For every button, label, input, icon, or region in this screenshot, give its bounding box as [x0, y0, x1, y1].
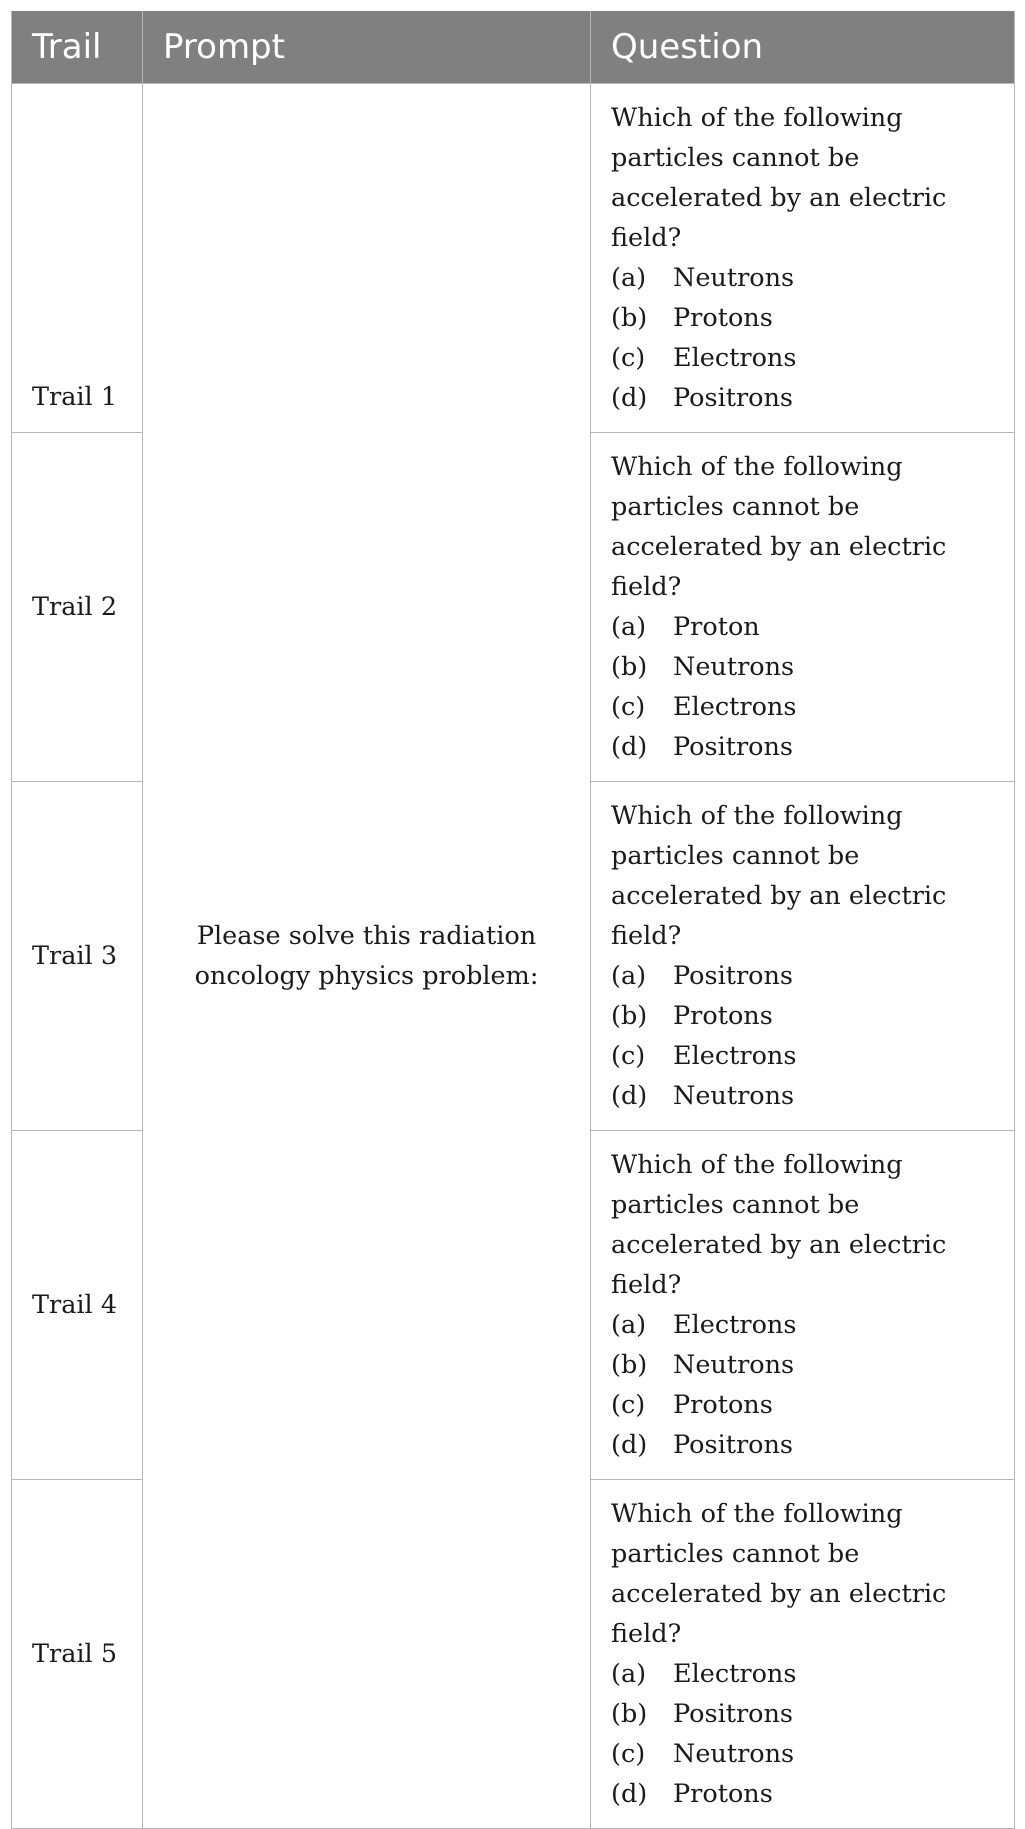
option-text: Positrons — [673, 960, 794, 991]
table-header — [12, 11, 1015, 83]
trail-label: Trail 3 — [12, 781, 143, 1130]
option-text: Neutrons — [673, 262, 795, 293]
question-cell — [591, 1130, 1015, 1479]
option-letter: (b) — [611, 1000, 648, 1031]
option — [611, 1036, 994, 1076]
option-letter: (a) — [611, 960, 647, 991]
option-letter: (a) — [611, 1309, 647, 1340]
option-text: Protons — [673, 1389, 773, 1420]
question-stem: Which of the following particles cannot be accelerated by an electric field? — [611, 1498, 947, 1649]
option — [611, 996, 994, 1036]
option-letter: (d) — [611, 1429, 648, 1460]
trail-label: Trail 2 — [12, 432, 143, 781]
question-stem: Which of the following particles cannot be accelerated by an electric field? — [611, 102, 947, 253]
table-row — [12, 83, 1015, 432]
trials-table — [11, 11, 1015, 1829]
option-letter: (a) — [611, 1658, 647, 1689]
option-text: Electrons — [673, 1040, 797, 1071]
option-text: Electrons — [673, 691, 797, 722]
option-text: Protons — [673, 1778, 773, 1809]
option-letter: (b) — [611, 302, 648, 333]
option — [611, 687, 994, 727]
option — [611, 298, 994, 338]
question-stem: Which of the following particles cannot be accelerated by an electric field? — [611, 451, 947, 602]
option-letter: (b) — [611, 651, 648, 682]
option-text: Electrons — [673, 1309, 797, 1340]
option-letter: (d) — [611, 1080, 648, 1111]
option-text: Electrons — [673, 1658, 797, 1689]
option — [611, 1305, 994, 1345]
option-text: Neutrons — [673, 1349, 795, 1380]
option — [611, 956, 994, 996]
question-cell — [591, 781, 1015, 1130]
option-letter: (d) — [611, 1778, 648, 1809]
option-text: Positrons — [673, 1429, 794, 1460]
option-text: Protons — [673, 1000, 773, 1031]
option-text: Neutrons — [673, 1080, 795, 1111]
option — [611, 727, 994, 767]
option — [611, 1345, 994, 1385]
option — [611, 378, 994, 418]
question-stem: Which of the following particles cannot be accelerated by an electric field? — [611, 800, 947, 951]
option-letter: (b) — [611, 1349, 648, 1380]
option — [611, 1076, 994, 1116]
prompt-text: Please solve this radiation oncology physics problem: — [143, 83, 591, 1828]
option — [611, 647, 994, 687]
table-body — [12, 83, 1015, 1828]
option-letter: (d) — [611, 382, 648, 413]
option — [611, 1774, 994, 1814]
option-text: Positrons — [673, 731, 794, 762]
option — [611, 1654, 994, 1694]
option-text: Positrons — [673, 1698, 794, 1729]
option-letter: (c) — [611, 1040, 646, 1071]
option — [611, 258, 994, 298]
trail-label: Trail 5 — [12, 1479, 143, 1828]
option — [611, 338, 994, 378]
option-text: Electrons — [673, 342, 797, 373]
option — [611, 1425, 994, 1465]
option-text: Neutrons — [673, 651, 795, 682]
option — [611, 607, 994, 647]
option-letter: (a) — [611, 611, 647, 642]
option — [611, 1385, 994, 1425]
question-cell — [591, 1479, 1015, 1828]
option-text: Positrons — [673, 382, 794, 413]
trail-label: Trail 4 — [12, 1130, 143, 1479]
question-cell — [591, 83, 1015, 432]
header-question: Question — [591, 11, 1015, 83]
option-letter: (c) — [611, 691, 646, 722]
option — [611, 1694, 994, 1734]
option-letter: (c) — [611, 342, 646, 373]
option-letter: (c) — [611, 1389, 646, 1420]
option-letter: (a) — [611, 262, 647, 293]
header-prompt: Prompt — [143, 11, 591, 83]
question-cell — [591, 432, 1015, 781]
trail-label: Trail 1 — [12, 83, 143, 432]
option-text: Neutrons — [673, 1738, 795, 1769]
question-stem: Which of the following particles cannot be accelerated by an electric field? — [611, 1149, 947, 1300]
option — [611, 1734, 994, 1774]
header-trail: Trail — [12, 11, 143, 83]
option-letter: (c) — [611, 1738, 646, 1769]
header-row — [12, 11, 1015, 83]
option-letter: (d) — [611, 731, 648, 762]
option-text: Proton — [673, 611, 760, 642]
option-text: Protons — [673, 302, 773, 333]
option-letter: (b) — [611, 1698, 648, 1729]
